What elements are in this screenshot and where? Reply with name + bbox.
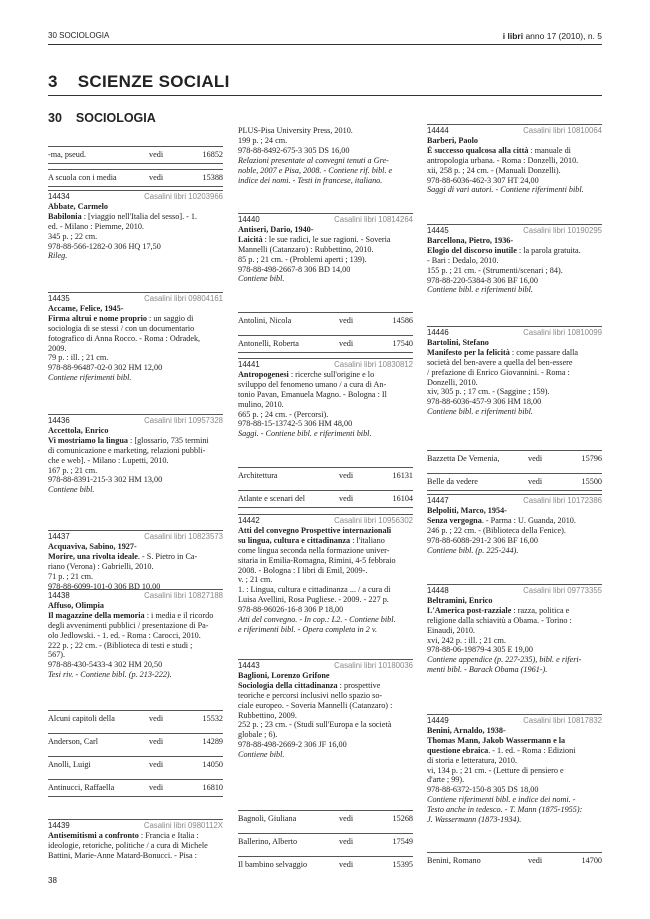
entry-text: società del ben-avere a quella del ben-essere xyxy=(427,357,573,367)
entry-text: PLUS-Pisa University Press, 2010. xyxy=(238,126,353,135)
entry-title: Atti del convegno Prospettive internazionali xyxy=(238,525,392,535)
cross-ref-block xyxy=(48,146,223,187)
entry-header xyxy=(427,714,602,726)
entry-isbn: 978-88-6036-457-9 306 HM 18,00 xyxy=(427,397,542,407)
entry-text: sitaria in Emilia-Romagna, Rimini, 4-5 febbraio xyxy=(238,555,396,565)
entry-note: Contiene bibl. xyxy=(238,274,285,284)
entry-note: Saggi di vari autori. - Contiene riferimenti bibl. xyxy=(427,185,584,195)
entry-text: ciale europeo. - Soveria Mannelli (Catanzaro) : xyxy=(238,700,393,710)
entry-note: Contiene bibl. e riferimenti bibl. xyxy=(427,285,533,295)
entry-header xyxy=(238,659,413,671)
entry-header xyxy=(48,292,223,304)
casalini-id: Casalini libri 10810064 xyxy=(523,126,602,135)
xref-author: Anderson, Carl xyxy=(48,736,99,746)
xref-number: 14289 xyxy=(202,736,223,746)
xref-author: Alcuni capitoli della xyxy=(48,714,115,723)
entry-note: Tesi riv. - Contiene bibl. (p. 213-222). xyxy=(48,670,172,680)
xref-vedi: vedi xyxy=(528,476,543,486)
xref-number: 15268 xyxy=(392,814,413,823)
section-title: SCIENZE SOCIALI xyxy=(77,72,230,91)
entry-text: - Bari : Dedalo, 2010. xyxy=(427,255,499,265)
entry-note: Contiene appendice (p. 227-235), bibl. e riferi- xyxy=(427,655,582,665)
xref-vedi: vedi xyxy=(149,736,164,746)
entry-number: 14447 xyxy=(427,496,449,505)
entry-author: Beltramini, Enrico xyxy=(427,595,493,605)
entry-number: 14446 xyxy=(427,328,449,337)
entry-text: : ricerche sull'origine e lo xyxy=(288,369,375,379)
xref-vedi: vedi xyxy=(339,338,354,348)
section-rule xyxy=(48,95,602,96)
entry-note: Relazioni presentate al convegni tenuti a Gre- xyxy=(238,155,389,165)
entry-title: Sociologia della cittadinanza xyxy=(238,680,338,690)
cross-ref[interactable] xyxy=(238,335,413,353)
casalini-id: Casalini libri 10172386 xyxy=(523,496,602,505)
entry-text: 1. : Lingua, cultura e cittadinanza ... / a cura di xyxy=(238,585,391,595)
xref-author: Ballerino, Alberto xyxy=(238,836,298,846)
entry-note: Contiene riferimenti bibl. e indice dei nomi. - xyxy=(427,795,576,805)
entry-isbn: 978-88-430-5433-4 302 HM 20,50 xyxy=(48,660,163,670)
cross-ref-list xyxy=(238,312,413,353)
entry-author: Barcellona, Pietro, 1936- xyxy=(427,235,514,245)
entry-text: : [viaggio nell'Italia del sesso]. - 1. xyxy=(81,211,198,221)
entry-isbn: 978-88-96487-02-0 302 HM 12,00 xyxy=(48,363,163,373)
entry-text: di storia e letteratura, 2010. xyxy=(427,755,518,765)
entry-isbn: 978-88-15-13742-5 306 HM 48,00 xyxy=(238,419,353,429)
entry-text: : Francia e Italia : xyxy=(138,830,199,840)
xref-number: 15532 xyxy=(202,714,223,723)
xref-number: 16131 xyxy=(392,471,413,480)
xref-number: 15395 xyxy=(392,859,413,869)
entry-note: Contiene bibl. e riferimenti bibl. xyxy=(427,407,533,417)
xref-number: 15796 xyxy=(581,454,602,463)
entry-title: Antisemitismi a confronto xyxy=(48,830,139,840)
entry-header xyxy=(48,530,223,542)
entry-isbn: 978-88-8391-215-3 302 HM 13,00 xyxy=(48,475,163,485)
xref-vedi: vedi xyxy=(149,714,164,723)
xref-author: -ma, pseud. xyxy=(48,150,86,159)
xref-author: Atlante e scenari del xyxy=(238,493,306,503)
entry-text: : come passare dalla xyxy=(509,347,579,357)
entry-note: menti bibl. - Barack Obama (1961-). xyxy=(427,665,548,675)
subsection-number: 30 xyxy=(48,111,62,125)
entry-isbn: 978-88-06-19879-4 305 E 19,00 xyxy=(427,645,533,655)
xref-author: Belle da vedere xyxy=(427,476,478,486)
entry-14447 xyxy=(427,494,602,555)
cross-ref[interactable] xyxy=(48,169,223,187)
entry-title: Il magazzine della memoria xyxy=(48,610,145,620)
casalini-id: Casalini libri 0980112X xyxy=(143,821,223,830)
xref-vedi: vedi xyxy=(339,471,354,480)
entry-note: Contiene bibl. xyxy=(48,485,95,495)
entry-text: xii, 258 p. ; 24 cm. - (Manuali Donzelli). xyxy=(427,165,561,175)
entry-text: 567). xyxy=(48,650,66,660)
xref-author: A scuola con i media xyxy=(48,172,117,182)
entry-number: 14439 xyxy=(48,821,70,830)
section-number: 3 xyxy=(48,72,58,91)
casalini-id: Casalini libri 09773355 xyxy=(523,586,602,595)
cross-ref[interactable] xyxy=(238,856,413,873)
entry-text: 2008. - Bologna : I libri di Emil, 2009-. xyxy=(238,565,368,575)
cross-ref-list xyxy=(427,852,602,869)
entry-14449 xyxy=(427,714,602,825)
casalini-id: Casalini libri 09804161 xyxy=(144,294,223,303)
xref-vedi: vedi xyxy=(149,172,164,182)
entry-title: Antropogenesi xyxy=(238,369,289,379)
entry-title: L'America post-razziale xyxy=(427,605,512,615)
entry-header xyxy=(238,514,413,526)
entry-14443 xyxy=(238,659,413,760)
xref-vedi: vedi xyxy=(149,782,164,792)
entry-isbn: 978-88-498-2669-2 306 JF 16,00 xyxy=(238,740,347,750)
xref-number: 16104 xyxy=(392,493,413,503)
entry-text: v. ; 21 cm. xyxy=(238,575,273,585)
entry-text: 2009. xyxy=(48,343,67,353)
entry-text: : prospettive xyxy=(337,680,381,690)
xref-author: Benini, Romano xyxy=(427,856,481,865)
xref-number: 14700 xyxy=(581,856,602,865)
entry-number: 14436 xyxy=(48,416,70,425)
entry-14442 xyxy=(238,514,413,635)
xref-vedi: vedi xyxy=(339,859,354,869)
entry-text: degli avvenimenti pubblici / presentazione di Pa- xyxy=(48,620,209,630)
section-heading xyxy=(48,72,250,92)
entry-text: Rubbettino, 2009. xyxy=(238,710,297,720)
xref-vedi: vedi xyxy=(339,836,354,846)
xref-author: Architettura xyxy=(238,471,278,480)
entry-note: Contiene bibl. xyxy=(238,750,285,760)
xref-vedi: vedi xyxy=(149,759,164,769)
xref-number: 17549 xyxy=(392,836,413,846)
entry-14436 xyxy=(48,414,223,495)
entry-note: Rileg. xyxy=(48,251,68,261)
xref-vedi: vedi xyxy=(528,454,543,463)
cross-ref-list xyxy=(427,450,602,491)
running-header-left: 30 SOCIOLOGIA xyxy=(48,31,110,40)
entry-text: Einaudi, 2010. xyxy=(427,625,475,635)
subsection-title: SOCIOLOGIA xyxy=(75,111,156,125)
xref-vedi: vedi xyxy=(149,150,164,159)
xref-number: 17540 xyxy=(392,338,413,348)
xref-author: Antolini, Nicola xyxy=(238,316,292,325)
entry-text: ideologie, retoriche, politiche / a cura di Michele xyxy=(48,840,208,850)
page-number: 38 xyxy=(48,876,57,885)
entry-isbn: 978-88-6372-150-8 305 DS 18,00 xyxy=(427,785,539,795)
entry-14439-continued xyxy=(238,126,413,185)
entry-isbn: 978-88-566-1282-0 306 HQ 17,50 xyxy=(48,241,161,251)
header-rule xyxy=(48,44,602,45)
entry-author: Baglioni, Lorenzo Grifone xyxy=(238,670,330,680)
entry-14440 xyxy=(238,213,413,284)
entry-text: : manuale di xyxy=(528,145,571,155)
xref-author: Antinucci, Raffaella xyxy=(48,782,115,792)
cross-ref[interactable] xyxy=(48,733,223,750)
entry-isbn: 978-88-6088-291-2 306 BF 16,00 xyxy=(427,535,538,545)
entry-number: 14444 xyxy=(427,126,449,135)
entry-note: Atti del convegno. - In cop.: L2. - Contiene bibl. xyxy=(238,615,396,625)
entry-text: Donzelli, 2010. xyxy=(427,377,478,387)
casalini-id: Casalini libri 10830812 xyxy=(334,360,413,369)
entry-note: Contiene riferimenti bibl. xyxy=(48,373,132,383)
entry-header xyxy=(427,224,602,236)
xref-author: Bagnoli, Giuliana xyxy=(238,814,297,823)
entry-number: 14445 xyxy=(427,226,449,235)
entry-14445 xyxy=(427,224,602,295)
entry-14438 xyxy=(48,589,223,680)
entry-text: che e web]. - Milano : Lupetti, 2010. xyxy=(48,455,169,465)
entry-number: 14434 xyxy=(48,192,70,201)
entry-text: fotografico di Anna Rocco. - Roma : Odradek, xyxy=(48,333,201,343)
xref-number: 15388 xyxy=(202,172,223,182)
entry-text: 222 p. ; 22 cm. - (Biblioteca di testi e studi ; xyxy=(48,640,193,650)
entry-isbn: 978-88-498-2667-8 306 BD 14,00 xyxy=(238,264,351,274)
entry-note: indice dei nomi. - Testi in francese, italiano. xyxy=(238,175,383,185)
entry-text: / prefazione di Enrico Giovannini. - Roma : xyxy=(427,367,570,377)
entry-text: 665 p. ; 24 cm. - (Percorsi). xyxy=(238,409,329,419)
journal-name: i libri xyxy=(502,31,524,41)
entry-isbn: 978-88-220-5384-8 306 BF 16,00 xyxy=(427,275,538,285)
xref-number: 16810 xyxy=(202,782,223,792)
cross-ref[interactable] xyxy=(48,146,223,164)
entry-text: 252 p. ; 23 cm. - (Studi sull'Europa e la società xyxy=(238,720,392,730)
cross-ref[interactable] xyxy=(48,710,223,727)
entry-header xyxy=(48,589,223,601)
entry-header xyxy=(427,124,602,136)
casalini-id: Casalini libri 10814264 xyxy=(334,215,413,224)
entry-text: religione dalla schiavitù a Obama. - Torino : xyxy=(427,615,572,625)
entry-isbn: 978-88-6036-462-3 307 HT 24,00 xyxy=(427,175,539,185)
casalini-id: Casalini libri 10203966 xyxy=(144,192,223,201)
entry-author: Barberi, Paolo xyxy=(427,135,478,145)
xref-number: 16852 xyxy=(202,150,223,159)
entry-number: 14440 xyxy=(238,215,260,224)
entry-text: sviluppo del fenomeno umano / a cura di An- xyxy=(238,379,387,389)
entry-text: : l'italiano xyxy=(350,535,385,545)
cross-ref[interactable] xyxy=(427,473,602,491)
xref-vedi: vedi xyxy=(339,493,354,503)
casalini-id: Casalini libri 10956302 xyxy=(334,516,413,525)
entry-author: Accame, Felice, 1945- xyxy=(48,303,124,313)
entry-note: e riferimenti bibl. - Opera completa in 2 v. xyxy=(238,624,378,634)
entry-text: Battini, Marie-Anne Matard-Bonucci. - Pisa : xyxy=(48,850,197,860)
entry-header xyxy=(48,190,223,202)
entry-14437 xyxy=(48,530,223,591)
xref-number: 15500 xyxy=(581,476,602,486)
entry-note: Testo anche in tedesco. - T. Mann (1875-1955): xyxy=(427,805,583,815)
entry-title: su lingua, cultura e cittadinanza xyxy=(238,535,351,545)
entry-text: di comunicazione e marketing, relazioni pubbli- xyxy=(48,445,206,455)
entry-14434 xyxy=(48,190,223,261)
entry-title: Manifesto per la felicità xyxy=(427,347,510,357)
entry-text: 79 p. : ill. ; 21 cm. xyxy=(48,353,109,363)
xref-author: Anolli, Luigi xyxy=(48,759,91,769)
entry-text: antropologia urbana. - Roma : Donzelli, 2010. xyxy=(427,155,579,165)
entry-text: tonio Pavan, Emanuela Magno. - Bologna : Il xyxy=(238,389,387,399)
entry-text: teoriche e percorsi inclusivi nello spazio so- xyxy=(238,690,383,700)
entry-text: 167 p. ; 21 cm. xyxy=(48,465,98,475)
entry-text: : la parola gratuita. xyxy=(516,245,581,255)
entry-text: : [glossario, 735 termini xyxy=(127,435,209,445)
entry-text: sociologia di se stessi / con un documentario xyxy=(48,323,195,333)
entry-text: come lingua seconda nella formazione univer- xyxy=(238,545,390,555)
cross-ref[interactable] xyxy=(238,833,413,850)
entry-text: Luisa Avellini, Rosa Pugliese. - 2009. - 227 p. xyxy=(238,595,389,605)
xref-author: Bazzetta De Vemenia, xyxy=(427,454,500,463)
cross-ref-list xyxy=(48,710,223,797)
casalini-id: Casalini libri 10957328 xyxy=(144,416,223,425)
running-header-right xyxy=(503,31,602,41)
casalini-id: Casalini libri 10810099 xyxy=(523,328,602,337)
entry-text: 199 p. ; 24 cm. xyxy=(238,135,288,145)
xref-number: 14050 xyxy=(202,759,223,769)
entry-title: Vi mostriamo la lingua xyxy=(48,435,128,445)
entry-text: d'arte ; 99). xyxy=(427,775,465,785)
entry-header xyxy=(427,494,602,506)
journal-issue: anno 17 (2010), n. 5 xyxy=(523,31,602,41)
entry-14441 xyxy=(238,358,413,439)
cross-ref[interactable] xyxy=(238,490,413,508)
subsection-heading xyxy=(48,111,170,125)
entry-text: 246 p. ; 22 cm. - (Biblioteca della Fenice). xyxy=(427,525,566,535)
entry-number: 14443 xyxy=(238,661,260,670)
cross-ref[interactable] xyxy=(48,756,223,773)
entry-number: 14442 xyxy=(238,516,260,525)
entry-isbn: 978-88-96026-16-8 306 P 18,00 xyxy=(238,605,344,615)
cross-ref-list xyxy=(238,810,413,873)
xref-vedi: vedi xyxy=(339,814,354,823)
entry-text: 155 p. ; 21 cm. - (Strumenti/scenari ; 84). xyxy=(427,265,563,275)
entry-number: 14437 xyxy=(48,532,70,541)
xref-author: Antonelli, Roberta xyxy=(238,338,299,348)
casalini-id: Casalini libri 10817832 xyxy=(523,716,602,725)
entry-note: J. Wassermann (1873-1934). xyxy=(427,815,522,825)
entry-text: olo Jedlowski. - 1. ed. - Roma : Carocci, 2010. xyxy=(48,630,201,640)
entry-text: 85 p. ; 21 cm. - (Problemi aperti ; 139). xyxy=(238,254,367,264)
entry-title: Firma altrui e nome proprio xyxy=(48,313,147,323)
entry-author: Antiseri, Dario, 1940- xyxy=(238,224,314,234)
entry-14435 xyxy=(48,292,223,383)
xref-number: 14586 xyxy=(392,316,413,325)
entry-14444 xyxy=(427,124,602,195)
entry-number: 14448 xyxy=(427,586,449,595)
entry-isbn: 978-88-8492-675-3 305 DS 16,00 xyxy=(238,145,350,155)
entry-author: Acquaviva, Sabino, 1927- xyxy=(48,541,137,551)
entry-text: : i media e il ricordo xyxy=(144,610,214,620)
entry-title: Thomas Mann, Jakob Wassermann e la xyxy=(427,735,566,745)
entry-title: È successo qualcosa alla città xyxy=(427,145,529,155)
entry-author: Affuso, Olimpia xyxy=(48,600,104,610)
cross-ref[interactable] xyxy=(238,467,413,484)
entry-number: 14441 xyxy=(238,360,260,369)
entry-14446 xyxy=(427,326,602,417)
entry-number: 14449 xyxy=(427,716,449,725)
cross-ref[interactable] xyxy=(238,312,413,329)
entry-author: Abbate, Carmelo xyxy=(48,201,109,211)
entry-note: noble, 2007 e Pisa, 2008. - Contiene rif. bibl. e xyxy=(238,165,393,175)
entry-author: Accettola, Enrico xyxy=(48,425,109,435)
cross-ref[interactable] xyxy=(427,450,602,467)
entry-header xyxy=(427,326,602,338)
entry-note: Saggi. - Contiene bibl. e riferimenti bibl. xyxy=(238,429,372,439)
entry-text: Mannelli (Catanzaro) : Rubbettino, 2010. xyxy=(238,244,374,254)
casalini-id: Casalini libri 10827188 xyxy=(144,591,223,600)
entry-header xyxy=(48,414,223,426)
entry-14439 xyxy=(48,819,223,861)
entry-author: Belpoliti, Marco, 1954- xyxy=(427,505,507,515)
entry-title: Morire, una rivolta ideale xyxy=(48,551,138,561)
entry-author: Bartolini, Stefano xyxy=(427,337,489,347)
entry-text: 71 p. ; 21 cm. xyxy=(48,571,94,581)
entry-header xyxy=(427,584,602,596)
entry-text: ed. - Milano : Piemme, 2010. xyxy=(48,221,144,231)
cross-ref-list xyxy=(238,467,413,508)
entry-text: . - 1. ed. - Roma : Edizioni xyxy=(488,745,576,755)
xref-author: Il bambino selvaggio xyxy=(238,859,308,869)
entry-note: Contiene bibl. (p. 225-244). xyxy=(427,545,519,555)
entry-text: xvi, 242 p. : ill. ; 21 cm. xyxy=(427,635,506,645)
entry-text: . - S. Pietro in Ca- xyxy=(137,551,198,561)
casalini-id: Casalini libri 10180036 xyxy=(334,661,413,670)
xref-vedi: vedi xyxy=(339,316,354,325)
entry-header xyxy=(238,358,413,370)
entry-title: questione ebraica xyxy=(427,745,489,755)
entry-text: mulino, 2010. xyxy=(238,399,284,409)
entry-text: : le sue radici, le sue ragioni. - Soveria xyxy=(262,234,391,244)
entry-title: Elogio del discorso inutile xyxy=(427,245,517,255)
cross-ref[interactable] xyxy=(427,852,602,869)
casalini-id: Casalini libri 10823573 xyxy=(144,532,223,541)
entry-text: : razza, politica e xyxy=(511,605,570,615)
xref-vedi: vedi xyxy=(528,856,543,865)
entry-text: 345 p. ; 22 cm. xyxy=(48,231,98,241)
entry-text: xiv, 305 p. ; 17 cm. - (Saggine ; 159). xyxy=(427,387,550,397)
entry-header xyxy=(238,213,413,225)
entry-text: riano (Verona) : Gabrielli, 2010. xyxy=(48,561,154,571)
entry-text: vi, 134 p. ; 21 cm. - (Letture di pensiero e xyxy=(427,765,564,775)
entry-author: Benini, Arnaldo, 1938- xyxy=(427,725,506,735)
cross-ref[interactable] xyxy=(48,779,223,797)
entry-title: Senza vergogna xyxy=(427,515,482,525)
entry-title: Laicità xyxy=(238,234,263,244)
casalini-id: Casalini libri 10190295 xyxy=(523,226,602,235)
entry-text: . - Parma : U. Guanda, 2010. xyxy=(481,515,576,525)
entry-number: 14435 xyxy=(48,294,70,303)
entry-number: 14438 xyxy=(48,591,70,600)
entry-14448 xyxy=(427,584,602,675)
entry-header xyxy=(48,819,223,831)
entry-text: : un saggio di xyxy=(147,313,194,323)
entry-text: globale ; 6). xyxy=(238,730,278,740)
entry-title: Babilonia xyxy=(48,211,82,221)
entry-isbn: 978-88-6099-101-0 306 BD 10,00 xyxy=(48,581,161,591)
cross-ref[interactable] xyxy=(238,810,413,827)
